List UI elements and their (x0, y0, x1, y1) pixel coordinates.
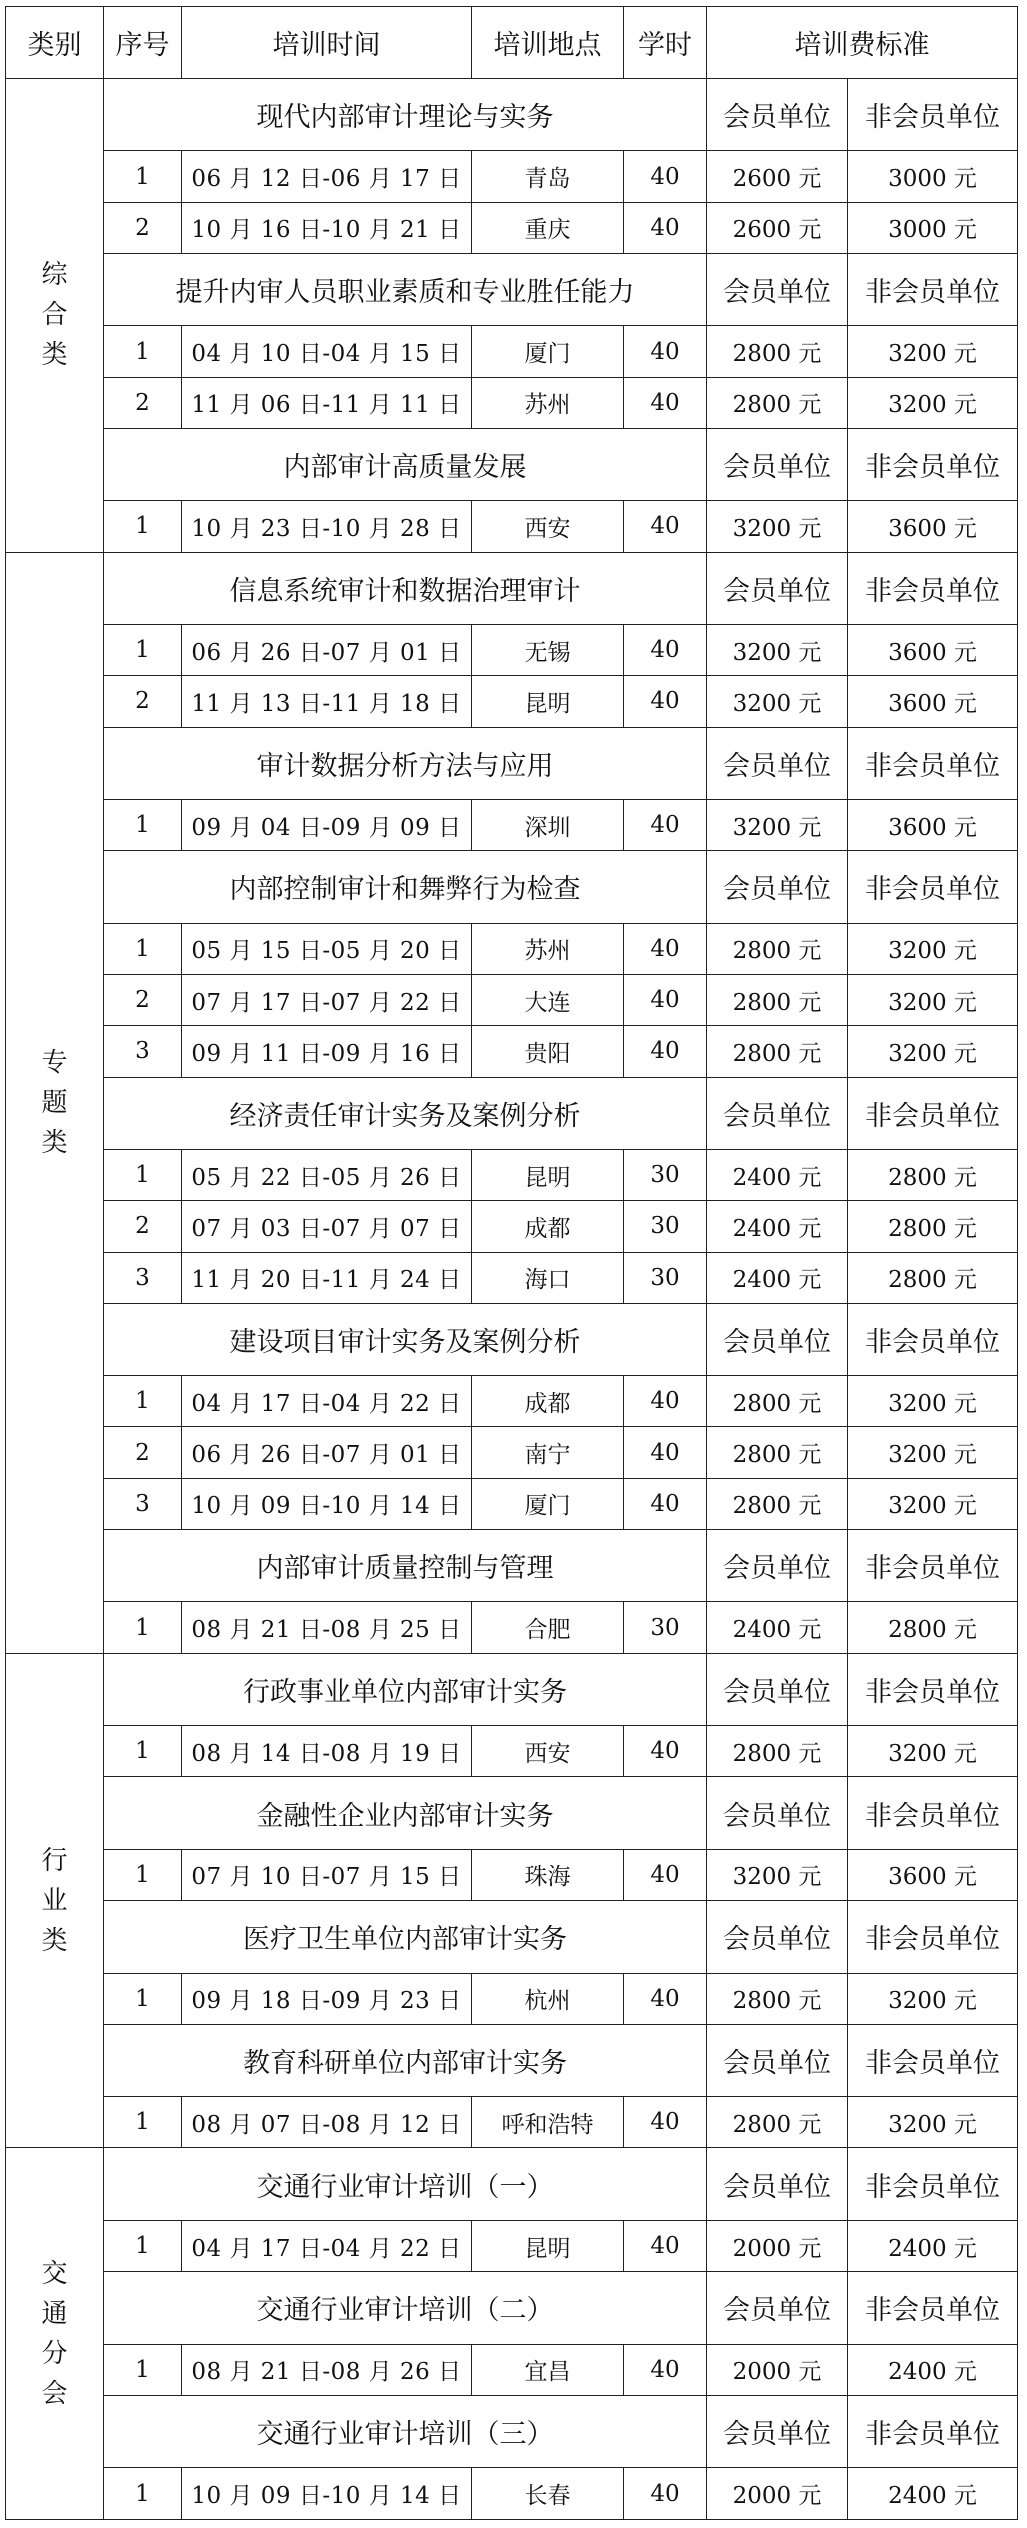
session-seq: 1 (104, 2220, 182, 2271)
session-member-fee: 2800 元 (707, 1376, 848, 1427)
session-place: 大连 (472, 974, 624, 1025)
course-header-row (6, 1901, 1018, 1973)
course-header-row (6, 851, 1018, 923)
session-place: 海口 (472, 1252, 624, 1303)
session-member-fee: 2000 元 (707, 2220, 848, 2271)
table-row (6, 974, 1018, 1025)
session-member-fee: 2800 元 (707, 377, 848, 428)
session-seq: 1 (104, 326, 182, 377)
member-fee-label: 会员单位 (707, 552, 848, 624)
session-member-fee: 2400 元 (707, 1602, 848, 1653)
session-place: 苏州 (472, 377, 624, 428)
session-member-fee: 2800 元 (707, 974, 848, 1025)
course-header-row (6, 2395, 1018, 2467)
table-row (6, 326, 1018, 377)
session-time: 09 月 18 日-09 月 23 日 (182, 1973, 472, 2024)
session-seq: 1 (104, 501, 182, 552)
session-member-fee: 2800 元 (707, 1026, 848, 1077)
session-seq: 1 (104, 2344, 182, 2395)
nonmember-fee-label: 非会员单位 (848, 1777, 1018, 1849)
session-nonmember-fee: 3600 元 (848, 676, 1018, 727)
session-place: 厦门 (472, 326, 624, 377)
session-nonmember-fee: 3000 元 (848, 202, 1018, 253)
session-hours: 40 (624, 1376, 707, 1427)
nonmember-fee-label: 非会员单位 (848, 2148, 1018, 2220)
session-time: 06 月 26 日-07 月 01 日 (182, 1427, 472, 1478)
table-row (6, 1602, 1018, 1653)
table-row (6, 1427, 1018, 1478)
session-hours: 40 (624, 1427, 707, 1478)
session-seq: 2 (104, 676, 182, 727)
member-fee-label: 会员单位 (707, 428, 848, 500)
session-seq: 1 (104, 1376, 182, 1427)
session-nonmember-fee: 3000 元 (848, 151, 1018, 202)
course-title: 金融性企业内部审计实务 (104, 1777, 707, 1849)
course-title: 提升内审人员职业素质和专业胜任能力 (104, 253, 707, 325)
session-member-fee: 2800 元 (707, 326, 848, 377)
nonmember-fee-label: 非会员单位 (848, 851, 1018, 923)
table-header (6, 7, 1018, 79)
course-title: 内部审计高质量发展 (104, 428, 707, 500)
session-time: 04 月 17 日-04 月 22 日 (182, 2220, 472, 2271)
member-fee-label: 会员单位 (707, 2272, 848, 2344)
session-hours: 30 (624, 1602, 707, 1653)
session-hours: 40 (624, 326, 707, 377)
nonmember-fee-label: 非会员单位 (848, 1901, 1018, 1973)
session-seq: 2 (104, 377, 182, 428)
session-member-fee: 2400 元 (707, 1149, 848, 1200)
category-cell (6, 79, 104, 553)
session-place: 重庆 (472, 202, 624, 253)
course-title: 经济责任审计实务及案例分析 (104, 1077, 707, 1149)
category-cell (6, 2148, 104, 2520)
session-member-fee: 2800 元 (707, 1427, 848, 1478)
member-fee-label: 会员单位 (707, 1303, 848, 1375)
course-title: 建设项目审计实务及案例分析 (104, 1303, 707, 1375)
session-seq: 1 (104, 625, 182, 676)
session-nonmember-fee: 3200 元 (848, 974, 1018, 1025)
session-hours: 40 (624, 974, 707, 1025)
session-member-fee: 2800 元 (707, 1973, 848, 2024)
session-place: 厦门 (472, 1478, 624, 1529)
session-nonmember-fee: 3200 元 (848, 377, 1018, 428)
session-time: 05 月 15 日-05 月 20 日 (182, 923, 472, 974)
session-nonmember-fee: 3200 元 (848, 1026, 1018, 1077)
header-time: 培训时间 (182, 7, 472, 79)
session-nonmember-fee: 2800 元 (848, 1201, 1018, 1252)
session-nonmember-fee: 2400 元 (848, 2344, 1018, 2395)
session-member-fee: 3200 元 (707, 676, 848, 727)
session-time: 08 月 14 日-08 月 19 日 (182, 1726, 472, 1777)
session-seq: 1 (104, 1849, 182, 1900)
table-row (6, 151, 1018, 202)
session-hours: 30 (624, 1149, 707, 1200)
header-hours: 学时 (624, 7, 707, 79)
session-place: 青岛 (472, 151, 624, 202)
session-seq: 3 (104, 1252, 182, 1303)
table-row (6, 377, 1018, 428)
session-hours: 40 (624, 2097, 707, 2148)
session-time: 10 月 23 日-10 月 28 日 (182, 501, 472, 552)
nonmember-fee-label: 非会员单位 (848, 1530, 1018, 1602)
session-nonmember-fee: 3200 元 (848, 1973, 1018, 2024)
table-row (6, 1973, 1018, 2024)
category-label: 行业类 (41, 1845, 68, 1956)
session-place: 成都 (472, 1201, 624, 1252)
session-seq: 1 (104, 800, 182, 851)
category-cell (6, 1653, 104, 2148)
table-row (6, 2220, 1018, 2271)
course-title: 交通行业审计培训（三） (104, 2395, 707, 2467)
session-nonmember-fee: 3200 元 (848, 2097, 1018, 2148)
session-nonmember-fee: 3200 元 (848, 1478, 1018, 1529)
session-nonmember-fee: 3200 元 (848, 923, 1018, 974)
session-place: 杭州 (472, 1973, 624, 2024)
session-seq: 1 (104, 1726, 182, 1777)
member-fee-label: 会员单位 (707, 1901, 848, 1973)
session-nonmember-fee: 3200 元 (848, 1726, 1018, 1777)
table-row (6, 676, 1018, 727)
session-nonmember-fee: 2400 元 (848, 2220, 1018, 2271)
session-nonmember-fee: 2800 元 (848, 1602, 1018, 1653)
table-row (6, 2468, 1018, 2520)
course-title: 交通行业审计培训（一） (104, 2148, 707, 2220)
session-nonmember-fee: 3200 元 (848, 1376, 1018, 1427)
course-header-row (6, 1303, 1018, 1375)
course-title: 内部审计质量控制与管理 (104, 1530, 707, 1602)
session-hours: 40 (624, 1973, 707, 2024)
session-time: 09 月 04 日-09 月 09 日 (182, 800, 472, 851)
session-hours: 40 (624, 501, 707, 552)
session-place: 呼和浩特 (472, 2097, 624, 2148)
course-header-row (6, 552, 1018, 624)
course-header-row (6, 2148, 1018, 2220)
session-member-fee: 3200 元 (707, 501, 848, 552)
course-header-row (6, 428, 1018, 500)
course-header-row (6, 253, 1018, 325)
session-place: 南宁 (472, 1427, 624, 1478)
course-header-row (6, 1530, 1018, 1602)
table-row (6, 1849, 1018, 1900)
session-hours: 40 (624, 625, 707, 676)
session-seq: 1 (104, 923, 182, 974)
member-fee-label: 会员单位 (707, 253, 848, 325)
table-row (6, 625, 1018, 676)
course-header-row (6, 2272, 1018, 2344)
session-hours: 40 (624, 151, 707, 202)
session-hours: 40 (624, 2220, 707, 2271)
session-nonmember-fee: 2400 元 (848, 2468, 1018, 2520)
session-hours: 40 (624, 1478, 707, 1529)
session-time: 07 月 10 日-07 月 15 日 (182, 1849, 472, 1900)
category-cell (6, 552, 104, 1653)
session-member-fee: 2400 元 (707, 1201, 848, 1252)
table-row (6, 1149, 1018, 1200)
session-place: 昆明 (472, 1149, 624, 1200)
session-member-fee: 2800 元 (707, 1726, 848, 1777)
session-time: 10 月 09 日-10 月 14 日 (182, 1478, 472, 1529)
nonmember-fee-label: 非会员单位 (848, 2272, 1018, 2344)
course-header-row (6, 1653, 1018, 1725)
session-seq: 3 (104, 1026, 182, 1077)
session-hours: 40 (624, 2468, 707, 2520)
training-schedule-table (5, 6, 1018, 2520)
session-place: 成都 (472, 1376, 624, 1427)
category-label: 交通分会 (41, 2258, 68, 2409)
session-member-fee: 2400 元 (707, 1252, 848, 1303)
session-member-fee: 2800 元 (707, 923, 848, 974)
table-row (6, 2097, 1018, 2148)
nonmember-fee-label: 非会员单位 (848, 727, 1018, 799)
course-title: 交通行业审计培训（二） (104, 2272, 707, 2344)
nonmember-fee-label: 非会员单位 (848, 253, 1018, 325)
session-member-fee: 3200 元 (707, 625, 848, 676)
session-nonmember-fee: 2800 元 (848, 1149, 1018, 1200)
session-place: 合肥 (472, 1602, 624, 1653)
table-row (6, 1026, 1018, 1077)
session-time: 11 月 13 日-11 月 18 日 (182, 676, 472, 727)
session-hours: 40 (624, 800, 707, 851)
category-label: 专题类 (41, 1047, 68, 1158)
session-place: 西安 (472, 501, 624, 552)
table-row (6, 923, 1018, 974)
course-title: 行政事业单位内部审计实务 (104, 1653, 707, 1725)
member-fee-label: 会员单位 (707, 851, 848, 923)
session-seq: 1 (104, 1149, 182, 1200)
session-seq: 2 (104, 1427, 182, 1478)
session-place: 长春 (472, 2468, 624, 2520)
table-row (6, 1376, 1018, 1427)
header-fee: 培训费标准 (707, 7, 1018, 79)
table-row (6, 2344, 1018, 2395)
session-member-fee: 2000 元 (707, 2344, 848, 2395)
session-member-fee: 2000 元 (707, 2468, 848, 2520)
session-seq: 1 (104, 2097, 182, 2148)
session-place: 苏州 (472, 923, 624, 974)
course-header-row (6, 1777, 1018, 1849)
session-seq: 1 (104, 1602, 182, 1653)
session-place: 贵阳 (472, 1026, 624, 1077)
member-fee-label: 会员单位 (707, 1777, 848, 1849)
session-time: 05 月 22 日-05 月 26 日 (182, 1149, 472, 1200)
course-title: 教育科研单位内部审计实务 (104, 2024, 707, 2096)
session-place: 宜昌 (472, 2344, 624, 2395)
session-nonmember-fee: 3600 元 (848, 501, 1018, 552)
session-time: 06 月 12 日-06 月 17 日 (182, 151, 472, 202)
session-time: 06 月 26 日-07 月 01 日 (182, 625, 472, 676)
table-row (6, 501, 1018, 552)
member-fee-label: 会员单位 (707, 1530, 848, 1602)
session-hours: 40 (624, 923, 707, 974)
session-hours: 30 (624, 1252, 707, 1303)
header-seq: 序号 (104, 7, 182, 79)
session-time: 10 月 09 日-10 月 14 日 (182, 2468, 472, 2520)
nonmember-fee-label: 非会员单位 (848, 552, 1018, 624)
nonmember-fee-label: 非会员单位 (848, 428, 1018, 500)
session-nonmember-fee: 3200 元 (848, 326, 1018, 377)
session-place: 西安 (472, 1726, 624, 1777)
course-header-row (6, 79, 1018, 151)
session-time: 11 月 06 日-11 月 11 日 (182, 377, 472, 428)
session-nonmember-fee: 2800 元 (848, 1252, 1018, 1303)
nonmember-fee-label: 非会员单位 (848, 1303, 1018, 1375)
session-member-fee: 2600 元 (707, 202, 848, 253)
session-seq: 1 (104, 151, 182, 202)
session-member-fee: 2800 元 (707, 2097, 848, 2148)
session-time: 07 月 03 日-07 月 07 日 (182, 1201, 472, 1252)
course-title: 信息系统审计和数据治理审计 (104, 552, 707, 624)
header-category: 类别 (6, 7, 104, 79)
nonmember-fee-label: 非会员单位 (848, 2395, 1018, 2467)
session-seq: 1 (104, 1973, 182, 2024)
session-hours: 40 (624, 377, 707, 428)
table-row (6, 202, 1018, 253)
session-member-fee: 3200 元 (707, 1849, 848, 1900)
session-hours: 40 (624, 1026, 707, 1077)
course-header-row (6, 727, 1018, 799)
table-row (6, 800, 1018, 851)
table-row (6, 1252, 1018, 1303)
table-body (6, 79, 1018, 2520)
session-seq: 3 (104, 1478, 182, 1529)
session-hours: 30 (624, 1201, 707, 1252)
session-seq: 1 (104, 2468, 182, 2520)
session-place: 昆明 (472, 2220, 624, 2271)
category-label: 综合类 (41, 260, 68, 371)
session-member-fee: 3200 元 (707, 800, 848, 851)
member-fee-label: 会员单位 (707, 727, 848, 799)
session-place: 深圳 (472, 800, 624, 851)
session-place: 珠海 (472, 1849, 624, 1900)
session-seq: 2 (104, 202, 182, 253)
table-row (6, 1726, 1018, 1777)
session-time: 11 月 20 日-11 月 24 日 (182, 1252, 472, 1303)
session-time: 08 月 21 日-08 月 26 日 (182, 2344, 472, 2395)
table-row (6, 1201, 1018, 1252)
session-nonmember-fee: 3200 元 (848, 1427, 1018, 1478)
member-fee-label: 会员单位 (707, 2024, 848, 2096)
session-time: 09 月 11 日-09 月 16 日 (182, 1026, 472, 1077)
header-place: 培训地点 (472, 7, 624, 79)
session-seq: 2 (104, 974, 182, 1025)
member-fee-label: 会员单位 (707, 1077, 848, 1149)
course-header-row (6, 1077, 1018, 1149)
nonmember-fee-label: 非会员单位 (848, 1077, 1018, 1149)
session-seq: 2 (104, 1201, 182, 1252)
course-header-row (6, 2024, 1018, 2096)
session-time: 08 月 07 日-08 月 12 日 (182, 2097, 472, 2148)
session-place: 昆明 (472, 676, 624, 727)
member-fee-label: 会员单位 (707, 1653, 848, 1725)
course-title: 医疗卫生单位内部审计实务 (104, 1901, 707, 1973)
session-hours: 40 (624, 1849, 707, 1900)
table-row (6, 1478, 1018, 1529)
session-hours: 40 (624, 676, 707, 727)
course-title: 现代内部审计理论与实务 (104, 79, 707, 151)
member-fee-label: 会员单位 (707, 2148, 848, 2220)
member-fee-label: 会员单位 (707, 2395, 848, 2467)
nonmember-fee-label: 非会员单位 (848, 2024, 1018, 2096)
nonmember-fee-label: 非会员单位 (848, 79, 1018, 151)
session-hours: 40 (624, 1726, 707, 1777)
session-time: 10 月 16 日-10 月 21 日 (182, 202, 472, 253)
member-fee-label: 会员单位 (707, 79, 848, 151)
session-hours: 40 (624, 2344, 707, 2395)
course-title: 内部控制审计和舞弊行为检查 (104, 851, 707, 923)
session-time: 04 月 10 日-04 月 15 日 (182, 326, 472, 377)
session-member-fee: 2600 元 (707, 151, 848, 202)
session-time: 08 月 21 日-08 月 25 日 (182, 1602, 472, 1653)
course-title: 审计数据分析方法与应用 (104, 727, 707, 799)
session-nonmember-fee: 3600 元 (848, 800, 1018, 851)
nonmember-fee-label: 非会员单位 (848, 1653, 1018, 1725)
session-hours: 40 (624, 202, 707, 253)
session-nonmember-fee: 3600 元 (848, 1849, 1018, 1900)
session-time: 04 月 17 日-04 月 22 日 (182, 1376, 472, 1427)
session-time: 07 月 17 日-07 月 22 日 (182, 974, 472, 1025)
session-place: 无锡 (472, 625, 624, 676)
session-member-fee: 2800 元 (707, 1478, 848, 1529)
session-nonmember-fee: 3600 元 (848, 625, 1018, 676)
